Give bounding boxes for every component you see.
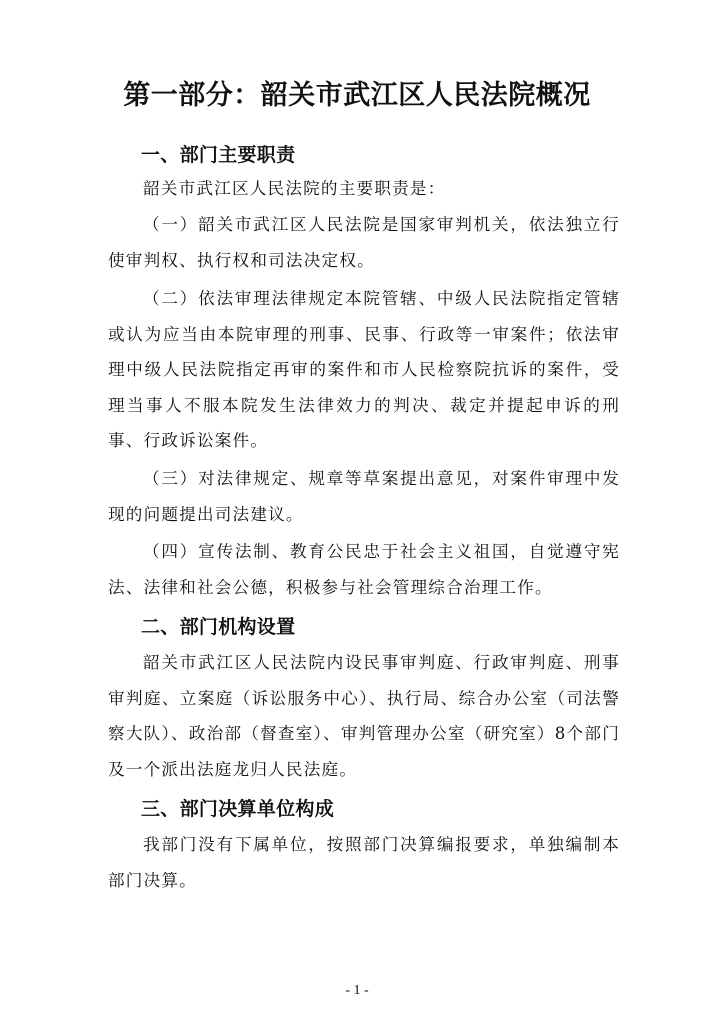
structure-paragraph: 韶关市武江区人民法院内设民事审判庭、行政审判庭、刑事审判庭、立案庭（诉讼服务中心）、执行局、综合办公室（司法警察大队）、政治部（督查室）、审判管理办公室（研究室）8个部门及一个派出法庭龙归人民法庭。: [108, 653, 620, 779]
duties-intro-paragraph: 韶关市武江区人民法院的主要职责是：: [143, 179, 446, 198]
section-heading-duties: 一、部门主要职责: [141, 144, 296, 166]
units-paragraph: 我部门没有下属单位，按照部门决算编报要求，单独编制本部门决算。: [108, 835, 620, 890]
page-number: - 1 -: [345, 983, 369, 998]
duty-item-2: （二）依法审理法律规定本院管辖、中级人民法院指定管辖或认为应当由本院审理的刑事、民事、行政等一审案件；依法审理中级人民法院指定再审的案件和市人民检察院抗诉的案件，受理当事人不服本院发生法律效力的判决、裁定并提起申诉的刑事、行政诉讼案件。: [108, 289, 620, 450]
duty-item-3: （三）对法律规定、规章等草案提出意见，对案件审理中发现的问题提出司法建议。: [108, 469, 620, 524]
section-heading-structure: 二、部门机构设置: [141, 616, 296, 638]
page-title: 第一部分：韶关市武江区人民法院概况: [123, 80, 591, 111]
duty-item-1: （一）韶关市武江区人民法院是国家审判机关，依法独立行使审判权、执行权和司法决定权。: [108, 215, 620, 270]
section-heading-units: 三、部门决算单位构成: [141, 798, 335, 820]
duty-item-4: （四）宣传法制、教育公民忠于社会主义祖国，自觉遵守宪法、法律和社会公德，积极参与社会管理综合治理工作。: [108, 542, 620, 597]
